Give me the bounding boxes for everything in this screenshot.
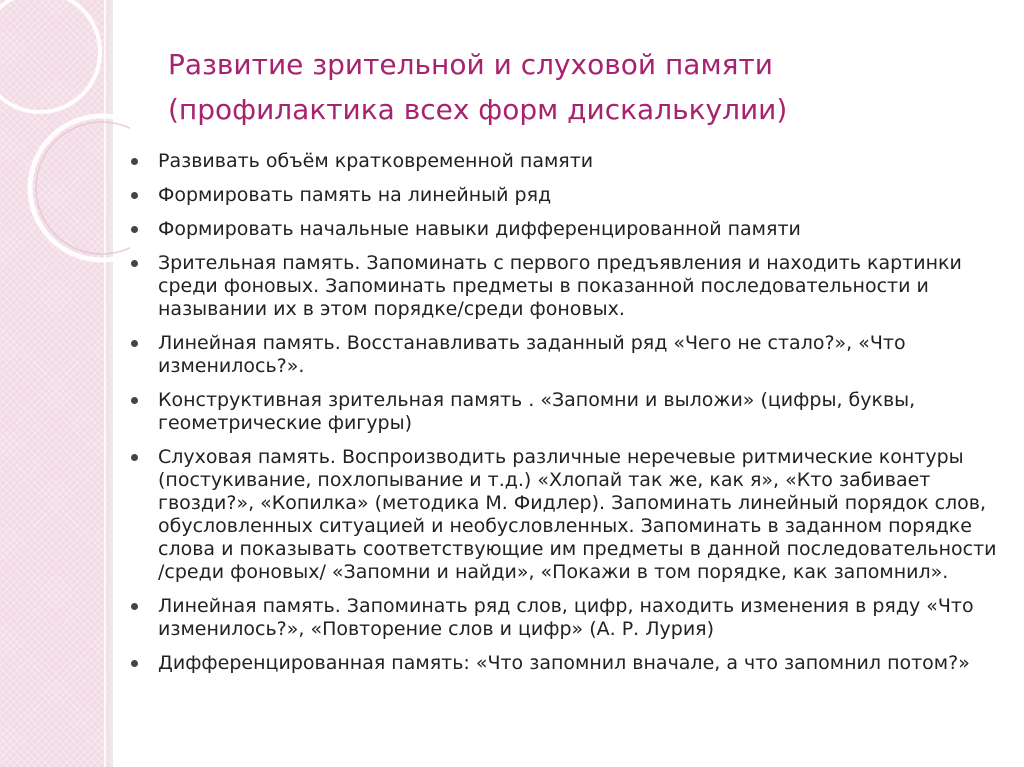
bullet-dot-icon: [131, 603, 138, 610]
list-item: [128, 332, 1008, 378]
list-item: [128, 652, 1008, 675]
list-item-text: Линейная память. Запоминать ряд слов, цифр, находить изменения в ряду «Что изменилось?», «Повторение слов и цифр» (А. Р. Лурия): [158, 595, 974, 640]
bullet-dot-icon: [131, 660, 138, 667]
list-item-text: Конструктивная зрительная память . «Запомни и выложи» (цифры, буквы, геометрические фигуры): [158, 389, 916, 434]
list-item-text: Формировать начальные навыки дифференцированной памяти: [158, 218, 801, 240]
bullet-dot-icon: [131, 192, 138, 199]
bullet-dot-icon: [131, 340, 138, 347]
list-item: [128, 446, 1008, 584]
bullet-dot-icon: [131, 397, 138, 404]
list-item: [128, 595, 1008, 641]
decorative-rings-icon: [0, 0, 130, 767]
list-item-text: Дифференцированная память: «Что запомнил вначале, а что запомнил потом?»: [158, 652, 970, 674]
bullet-dot-icon: [131, 226, 138, 233]
list-item: [128, 218, 1008, 241]
page-title: [168, 42, 968, 132]
list-item-text: Формировать память на линейный ряд: [158, 184, 552, 206]
bullet-dot-icon: [131, 454, 138, 461]
bullet-dot-icon: [131, 158, 138, 165]
list-item: [128, 150, 1008, 173]
list-item: [128, 252, 1008, 321]
title-line-2: (профилактика всех форм дискалькулии): [168, 93, 788, 126]
list-item-text: Зрительная память. Запоминать с первого предъявления и находить картинки среди фоновых. Запоминать предметы в показанной последовательности и назывании их в этом порядке/среди фоновых.: [158, 252, 962, 320]
list-item: [128, 184, 1008, 207]
bullet-dot-icon: [131, 260, 138, 267]
list-item: [128, 389, 1008, 435]
bullet-list: [128, 150, 1008, 686]
list-item-text: Развивать объём кратковременной памяти: [158, 150, 594, 172]
title-line-1: Развитие зрительной и слуховой памяти: [168, 48, 773, 81]
list-item-text: Линейная память. Восстанавливать заданный ряд «Чего не стало?», «Что изменилось?».: [158, 332, 906, 377]
list-item-text: Слуховая память. Воспроизводить различные неречевые ритмические контуры (постукивание, похлопывание и т.д.) «Хлопай так же, как я», «Кто забивает гвозди?», «Копилка» (методика М. Фидлер). Запоминать линейный порядок слов, обусловленных ситуацией и необусловленных. Запоминать в заданном порядке слова и показывать соответствующие им предметы в данной последовательности /среди фоновых/ «Запомни и найди», «Покажи в том порядке, как запомнил».: [158, 446, 997, 583]
